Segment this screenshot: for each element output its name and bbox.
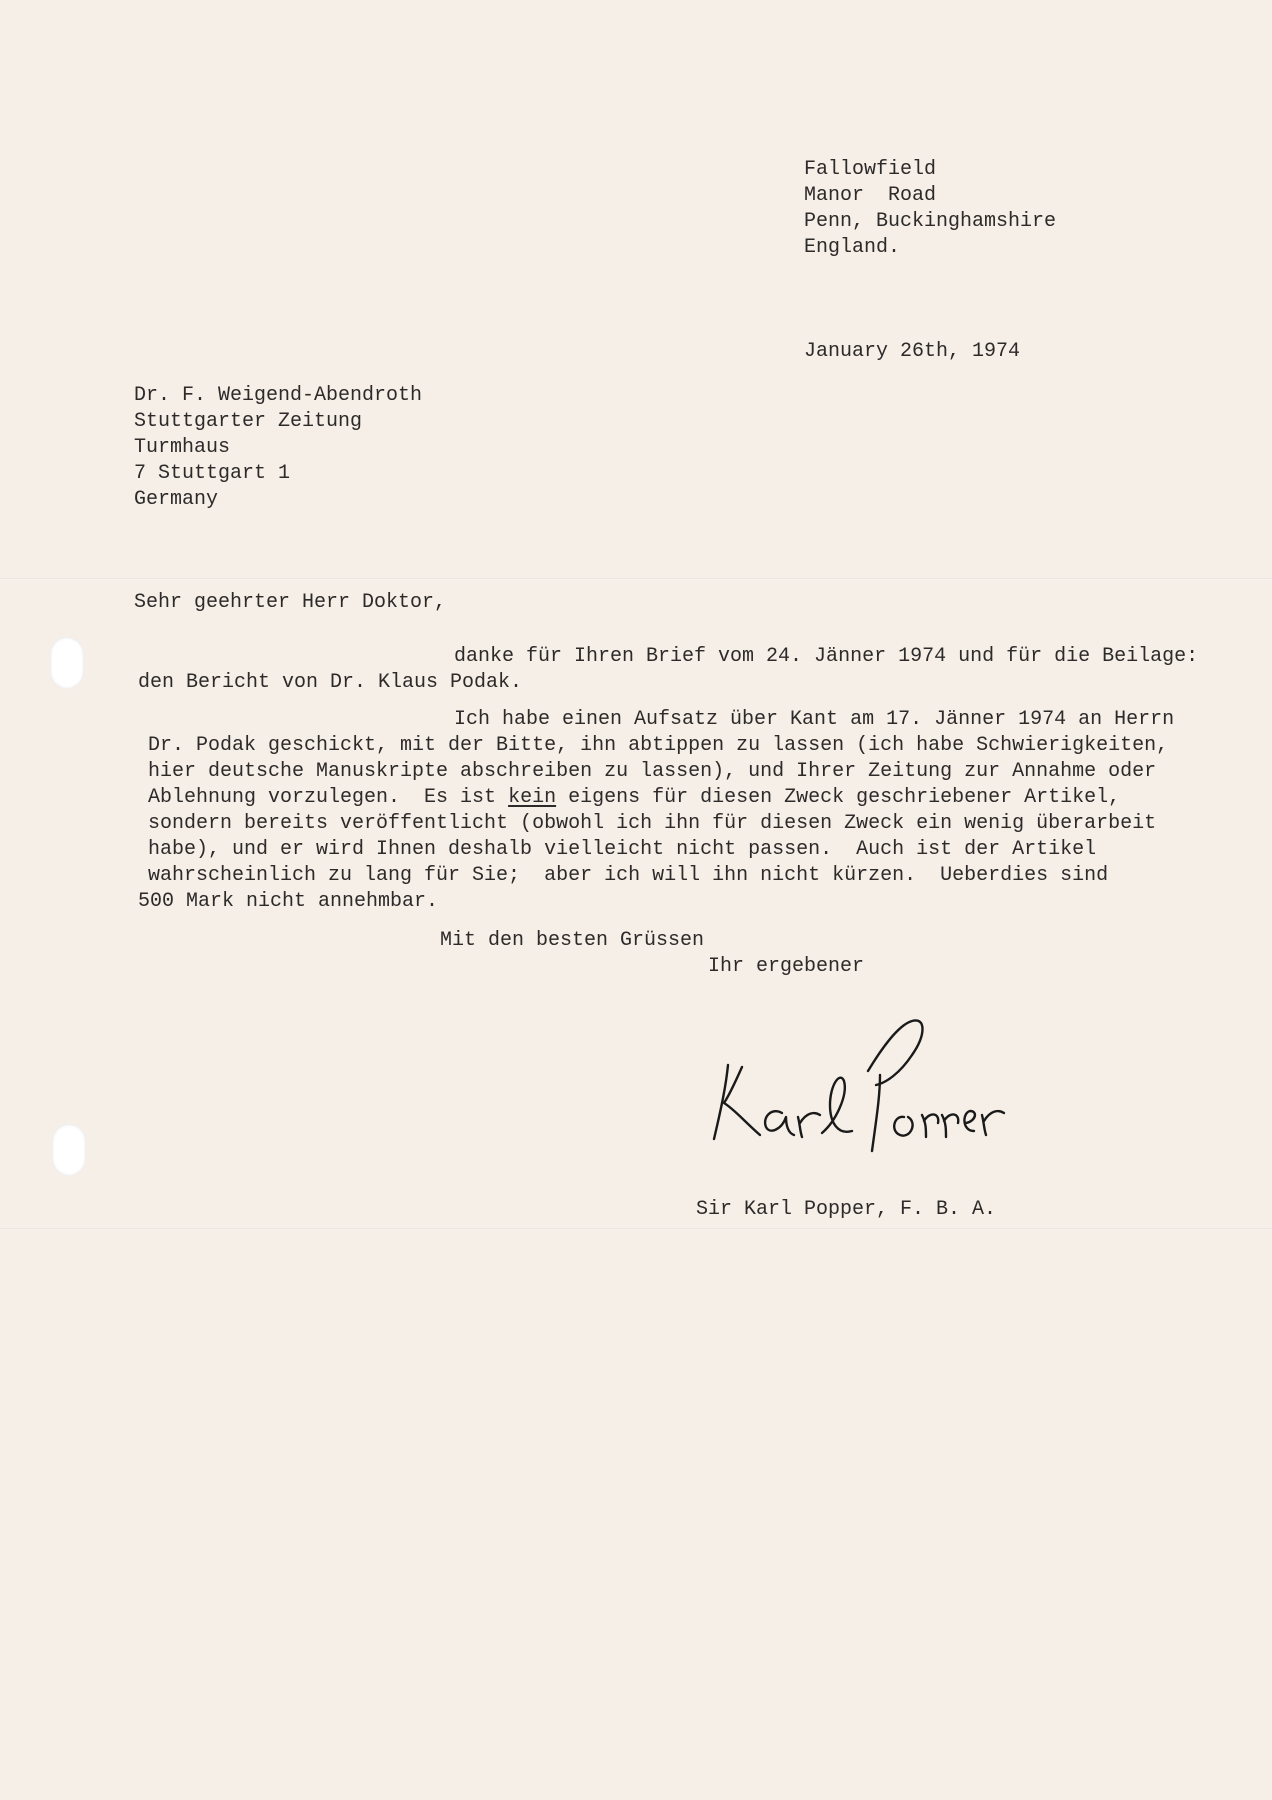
paragraph-line: wahrscheinlich zu lang für Sie; aber ich will ihn nicht kürzen. Ueberdies sind	[148, 864, 1109, 887]
paragraph-line: Dr. Podak geschickt, mit der Bitte, ihn abtippen zu lassen (ich habe Schwierigkeiten,	[148, 734, 1169, 757]
typed-signature-name: Sir Karl Popper, F. B. A.	[696, 1198, 997, 1221]
salutation: Sehr geehrter Herr Doktor,	[134, 591, 447, 614]
recipient-address-line: Germany	[134, 488, 219, 511]
sender-address-line: Fallowfield	[804, 158, 937, 181]
recipient-address-line: Turmhaus	[134, 436, 231, 459]
paragraph-line	[148, 785, 1120, 811]
sender-address-line: England.	[804, 236, 901, 259]
paragraph-line: hier deutsche Manuskripte abschreiben zu lassen), und Ihrer Zeitung zur Annahme oder	[148, 760, 1157, 783]
paragraph-line: sondern bereits veröffentlicht (obwohl ich ihn für diesen Zweck ein wenig überarbeit	[148, 812, 1157, 835]
recipient-address-line: 7 Stuttgart 1	[134, 462, 291, 485]
punch-hole-upper	[50, 637, 84, 689]
fold-crease-lower	[0, 1228, 1272, 1230]
fold-crease-upper	[0, 578, 1272, 580]
recipient-address-line: Stuttgarter Zeitung	[134, 410, 363, 433]
punch-hole-lower	[52, 1124, 86, 1176]
recipient-address-line: Dr. F. Weigend-Abendroth	[134, 384, 423, 407]
paragraph-line: den Bericht von Dr. Klaus Podak.	[138, 671, 523, 694]
sender-address-line: Penn, Buckinghamshire	[804, 210, 1057, 233]
paragraph-text: Ablehnung vorzulegen. Es ist	[148, 786, 509, 809]
closing-line: Mit den besten Grüssen	[440, 929, 705, 952]
paragraph-line: habe), und er wird Ihnen deshalb vielleicht nicht passen. Auch ist der Artikel	[148, 838, 1097, 861]
emphasized-word: kein	[508, 786, 557, 809]
sender-address-line: Manor Road	[804, 184, 937, 207]
letter-date: January 26th, 1974	[804, 340, 1021, 363]
paragraph-text: eigens für diesen Zweck geschriebener Artikel,	[556, 786, 1121, 809]
paragraph-line: danke für Ihren Brief vom 24. Jänner 1974 und für die Beilage:	[454, 645, 1199, 668]
closing-line: Ihr ergebener	[708, 955, 865, 978]
handwritten-signature	[690, 1005, 1010, 1165]
paragraph-line: 500 Mark nicht annehmbar.	[138, 890, 439, 913]
paragraph-line: Ich habe einen Aufsatz über Kant am 17. Jänner 1974 an Herrn	[454, 708, 1175, 731]
